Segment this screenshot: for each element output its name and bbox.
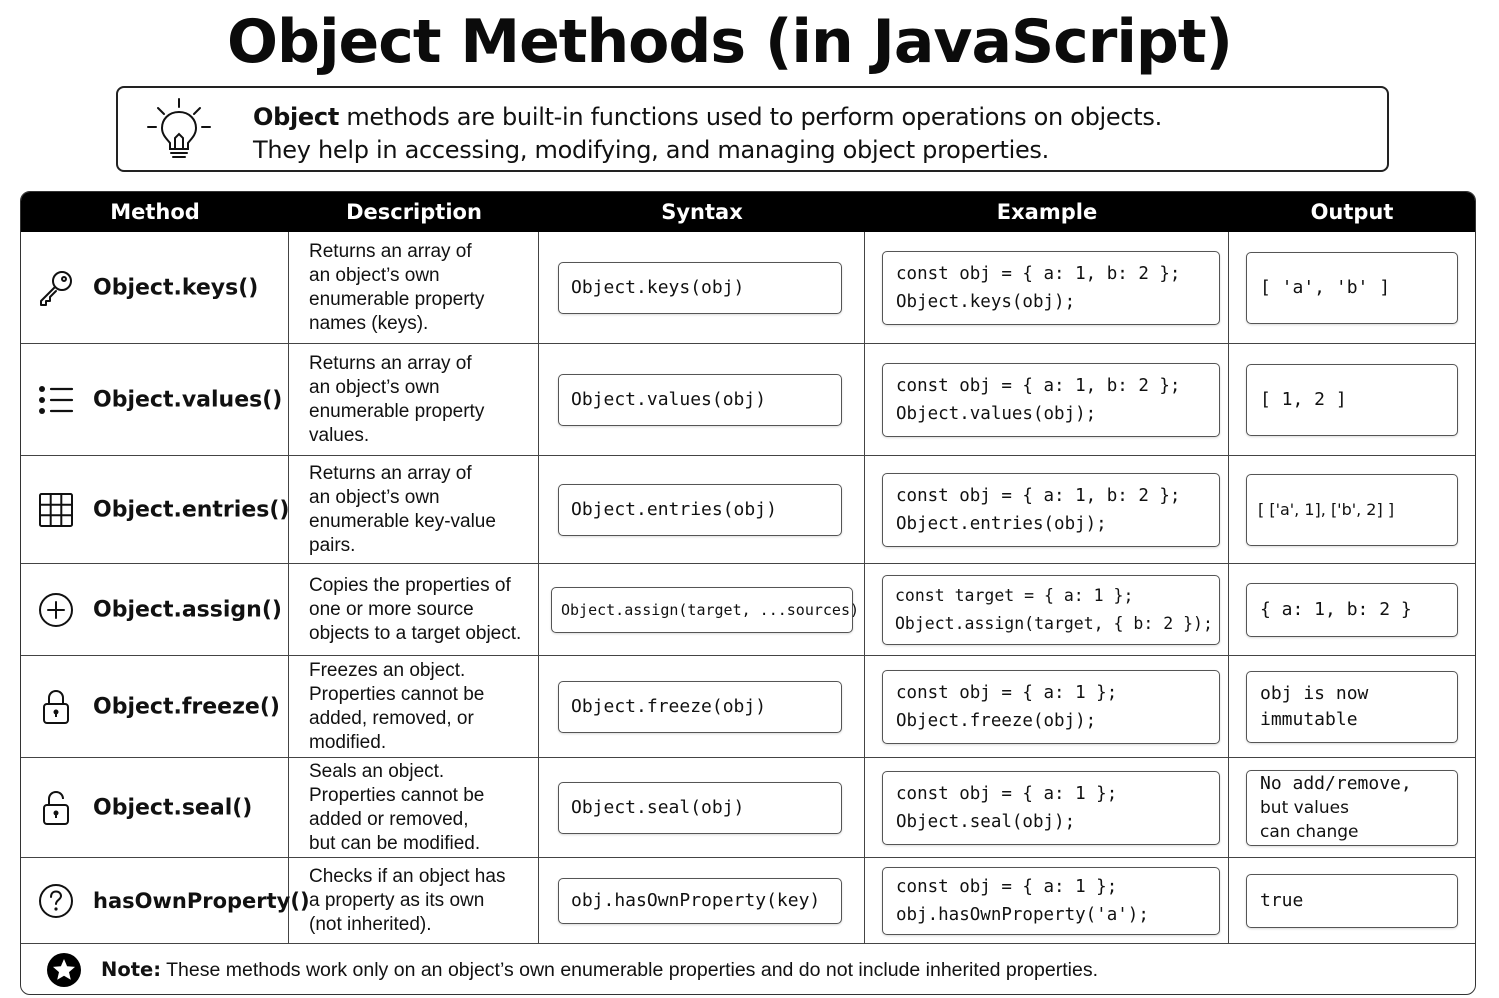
lock-icon bbox=[37, 688, 75, 726]
note-body: These methods work only on an object’s own enumerable properties and do not include inherited properties. bbox=[161, 959, 1098, 981]
example-box bbox=[882, 575, 1220, 645]
syntax-box: Object.seal(obj) bbox=[558, 782, 842, 834]
output-box: [ 1, 2 ] bbox=[1246, 364, 1458, 436]
syntax-box: Object.keys(obj) bbox=[558, 262, 842, 314]
unlock-icon bbox=[37, 789, 75, 827]
output-line: immutable bbox=[1260, 708, 1358, 730]
table-row bbox=[21, 344, 1475, 456]
header-syntax: Syntax bbox=[661, 200, 743, 224]
example-box bbox=[882, 771, 1220, 845]
method-cell bbox=[21, 344, 289, 455]
example-line: Object.seal(obj); bbox=[896, 811, 1076, 832]
method-cell bbox=[21, 656, 289, 757]
example-line: Object.freeze(obj); bbox=[896, 710, 1097, 731]
example-box bbox=[882, 251, 1220, 325]
method-cell bbox=[21, 456, 289, 563]
intro-box bbox=[116, 86, 1389, 172]
table-row bbox=[21, 758, 1475, 858]
output-line: No add/remove, bbox=[1260, 772, 1412, 794]
method-description: Returns an array of an object’s own enumerable property values. bbox=[309, 352, 485, 446]
output-box: [ 'a', 'b' ] bbox=[1246, 252, 1458, 324]
syntax-box: Object.entries(obj) bbox=[558, 484, 842, 536]
method-description: Seals an object. Properties cannot be added or removed, but can be modified. bbox=[309, 760, 485, 854]
example-line: const obj = { a: 1 }; bbox=[896, 876, 1118, 897]
example-line: const target = { a: 1 }; bbox=[895, 585, 1134, 605]
method-name: hasOwnProperty() bbox=[93, 888, 310, 913]
output-box: [ ['a', 1], ['b', 2] ] bbox=[1246, 474, 1458, 546]
syntax-box: Object.values(obj) bbox=[558, 374, 842, 426]
method-name: Object.assign() bbox=[93, 597, 282, 622]
table-row bbox=[21, 656, 1475, 758]
example-line: Object.assign(target, { b: 2 }); bbox=[895, 613, 1213, 633]
example-line: const obj = { a: 1, b: 2 }; bbox=[896, 485, 1181, 506]
method-name: Object.seal() bbox=[93, 795, 253, 820]
table-header bbox=[21, 192, 1475, 232]
syntax-box: obj.hasOwnProperty(key) bbox=[558, 878, 842, 924]
intro-bold-word: Object bbox=[253, 103, 339, 131]
example-line: const obj = { a: 1 }; bbox=[896, 783, 1118, 804]
example-line: Object.entries(obj); bbox=[896, 513, 1107, 534]
method-name: Object.values() bbox=[93, 387, 283, 412]
plus-circle-icon bbox=[37, 591, 75, 629]
key-icon bbox=[37, 269, 75, 307]
method-description: Freezes an object. Properties cannot be added, removed, or modified. bbox=[309, 659, 485, 753]
output-box: { a: 1, b: 2 } bbox=[1246, 583, 1458, 637]
grid-icon bbox=[37, 491, 75, 529]
method-name: Object.freeze() bbox=[93, 694, 280, 719]
output-box bbox=[1246, 671, 1458, 743]
header-example: Example bbox=[996, 200, 1098, 224]
page-title: Object Methods (in JavaScript) bbox=[227, 7, 1232, 77]
syntax-box: Object.freeze(obj) bbox=[558, 681, 842, 733]
note-text bbox=[101, 957, 1098, 983]
example-line: Object.values(obj); bbox=[896, 403, 1097, 424]
intro-text bbox=[253, 101, 1162, 167]
method-cell bbox=[21, 858, 310, 943]
method-description: Returns an array of an object’s own enumerable key-value pairs. bbox=[309, 462, 496, 556]
example-box bbox=[882, 473, 1220, 547]
method-name: Object.keys() bbox=[93, 275, 259, 300]
intro-line1: methods are built-in functions used to perform operations on objects. bbox=[339, 103, 1162, 131]
header-description: Description bbox=[346, 200, 482, 224]
methods-table bbox=[20, 191, 1476, 995]
method-name: Object.entries() bbox=[93, 497, 290, 522]
question-circle-icon bbox=[37, 882, 75, 920]
star-icon bbox=[46, 952, 82, 988]
lightbulb-icon bbox=[144, 96, 214, 164]
method-description: Returns an array of an object’s own enumerable property names (keys). bbox=[309, 240, 485, 334]
header-method: Method bbox=[110, 200, 200, 224]
output-line: obj is now bbox=[1260, 682, 1369, 704]
note-label: Note: bbox=[101, 958, 162, 981]
table-row bbox=[21, 564, 1475, 656]
intro-line2: They help in accessing, modifying, and managing object properties. bbox=[253, 136, 1049, 164]
output-box bbox=[1246, 770, 1458, 846]
method-cell bbox=[21, 564, 289, 655]
method-description: Copies the properties of one or more source objects to a target object. bbox=[309, 574, 522, 644]
output-box: true bbox=[1246, 874, 1458, 928]
example-line: const obj = { a: 1 }; bbox=[896, 682, 1118, 703]
example-box bbox=[882, 670, 1220, 744]
method-cell bbox=[21, 758, 289, 857]
table-row bbox=[21, 456, 1475, 564]
example-line: obj.hasOwnProperty('a'); bbox=[896, 904, 1149, 925]
example-box bbox=[882, 363, 1220, 437]
example-line: Object.keys(obj); bbox=[896, 291, 1076, 312]
table-row bbox=[21, 858, 1475, 944]
table-row bbox=[21, 232, 1475, 344]
header-output: Output bbox=[1310, 200, 1394, 224]
note-bar bbox=[21, 944, 1475, 994]
method-cell bbox=[21, 232, 289, 343]
method-description: Checks if an object has a property as its own (not inherited). bbox=[309, 865, 506, 935]
output-line: but values can change bbox=[1260, 797, 1359, 842]
example-line: const obj = { a: 1, b: 2 }; bbox=[896, 375, 1181, 396]
example-box bbox=[882, 867, 1220, 935]
example-line: const obj = { a: 1, b: 2 }; bbox=[896, 263, 1181, 284]
syntax-box: Object.assign(target, ...sources) bbox=[551, 587, 853, 633]
list-icon bbox=[37, 381, 75, 419]
